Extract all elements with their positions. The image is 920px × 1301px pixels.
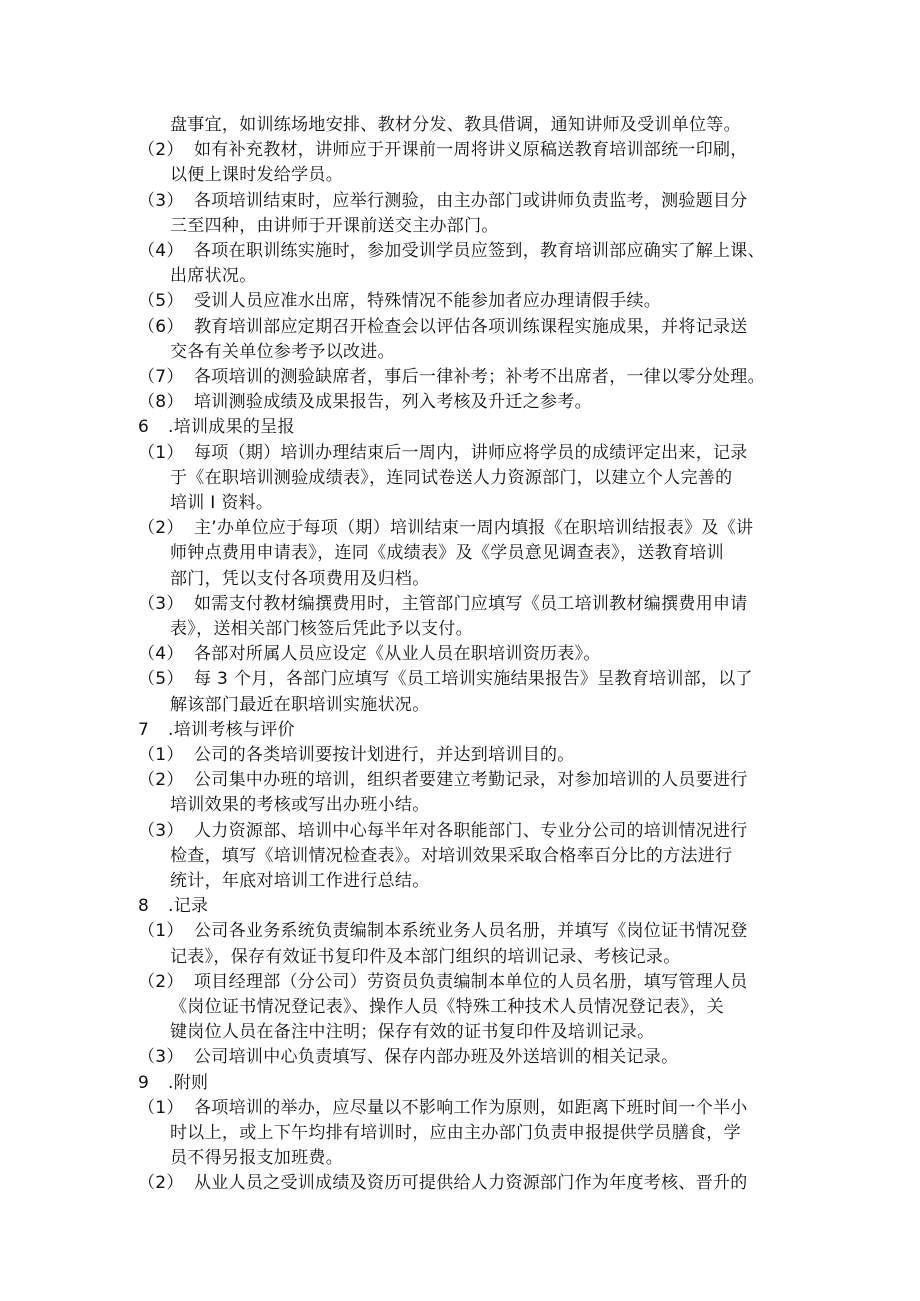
section-number: 6 — [138, 417, 150, 438]
item-text-line: 公司的各类培训要按计划进行，并达到培训目的。 — [194, 745, 575, 765]
item-text-line: 《岗位证书情况登记表》、操作人员《特殊工种技术人员情况登记表》，关 — [170, 997, 724, 1017]
section-title: .培训成果的呈报 — [168, 417, 295, 438]
section-title: .附则 — [168, 1072, 209, 1093]
item-text-line: 解该部门最近在职培训实施状况。 — [170, 694, 430, 715]
item-text-line: 培训测验成绩及成果报告，列入考核及升迁之参考。 — [194, 392, 592, 413]
section-heading — [138, 718, 295, 742]
item-number: （2） — [138, 140, 184, 161]
section-title: .培训考核与评价 — [168, 719, 295, 740]
item-text-line: 于《在职培训测验成绩表》，连同试卷送人力资源部门，以建立个人完善的 — [170, 467, 733, 488]
item-text-line: 键岗位人员在备注中注明；保存有效的证书复印件及培训记录。 — [170, 1022, 655, 1043]
item-number: （1） — [138, 442, 184, 463]
item-text-line: 检查，填写《培训情况检查表》。对培训效果采取合格率百分比的方法进行 — [170, 845, 733, 866]
item-text-line: 每项（期）培训办理结束后一周内，讲师应将学员的成绩评定出来，记录 — [194, 442, 748, 463]
item-text-line: 每 3 个月，各部门应填写《员工培训实施结果报告》呈教育培训部，以了 — [194, 669, 753, 690]
item-text-line: 从业人员之受训成绩及资历可提供给人力资源部门作为年度考核、晋升的 — [194, 1173, 748, 1194]
section-number: 9 — [138, 1072, 150, 1093]
item-text-line: 培训 I 资料。 — [170, 493, 274, 513]
item-text-line: 时以上，或上下午均排有培训时，应由主办部门负责申报提供学员膳食，学 — [170, 1123, 741, 1143]
section-number: 7 — [138, 719, 150, 740]
item-text-line: 各项培训的测验缺席者，事后一律补考；补考不出席者，一律以零分处理。 — [194, 367, 765, 387]
item-text-line: 三至四种，由讲师于开课前送交主办部门。 — [170, 215, 499, 236]
item-number: （2） — [138, 518, 184, 539]
item-number: （5） — [138, 291, 184, 312]
item-text-line: 各项在职训练实施时，参加受训学员应签到，教育培训部应确实了解上课、 — [194, 241, 765, 261]
item-text-line: 交各有关单位参考予以改进。 — [170, 341, 395, 362]
item-number: （3） — [138, 820, 184, 841]
item-number: （4） — [138, 644, 184, 665]
item-text-line: 师钟点费用申请表》，连同《成绩表》及《学员意见调查表》，送教育培训 — [170, 543, 724, 564]
item-text-line: 出席状况。 — [170, 266, 257, 287]
item-text-line: 公司培训中心负责填写、保存内部办班及外送培训的相关记录。 — [194, 1047, 679, 1068]
item-number: （2） — [138, 1173, 184, 1194]
item-text-line: 各项培训结束时，应举行测验，由主办部门或讲师负责监考，测验题目分 — [194, 190, 748, 211]
item-number: （1） — [138, 921, 184, 942]
section-heading — [138, 894, 208, 918]
item-number: （2） — [138, 770, 184, 791]
item-text-line: 如有补充教材，讲师应于开课前一周将讲义原稿送教育培训部统一印刷， — [194, 140, 748, 161]
item-number: （2） — [138, 971, 184, 992]
item-text-line: 培训效果的考核或写出办班小结。 — [170, 795, 430, 816]
item-number: （7） — [138, 367, 184, 387]
item-text-line: 统计，年底对培训工作进行总结。 — [170, 871, 430, 891]
section-heading — [138, 1071, 208, 1095]
continuation-line: 盘事宜，如训练场地安排、教材分发、教具借调，通知讲师及受训单位等。 — [170, 115, 741, 135]
item-text-line: 表》，送相关部门核签后凭此予以支付。 — [170, 619, 473, 639]
item-text-line: 各项培训的举办，应尽量以不影响工作为原则，如距离下班时间一个半小 — [194, 1097, 748, 1118]
item-text-line: 各部对所属人员应设定《从业人员在职培训资历表》。 — [194, 644, 601, 665]
item-number: （1） — [138, 745, 184, 765]
item-text-line: 公司各业务系统负责编制本系统业务人员名册，并填写《岗位证书情况登 — [194, 921, 748, 942]
section-number: 8 — [138, 896, 150, 917]
item-number: （8） — [138, 392, 184, 413]
item-text-line: 员不得另报支加班费。 — [170, 1148, 343, 1169]
item-text-line: 部门，凭以支付各项费用及归档。 — [170, 568, 430, 589]
item-text-line: 受训人员应准水出席，特殊情况不能参加者应办理请假手续。 — [194, 291, 662, 312]
item-number: （3） — [138, 593, 184, 614]
item-text-line: 主’办单位应于每项（期）培训结束一周内填报《在职培训结报表》及《讲 — [194, 518, 754, 539]
item-text-line: 人力资源部、培训中心每半年对各职能部门、专业分公司的培训情况进行 — [194, 820, 748, 841]
item-text-line: 如需支付教材编撰费用时，主管部门应填写《员工培训教材编撰费用申请 — [194, 593, 748, 614]
item-text-line: 项目经理部（分公司）劳资员负责编制本单位的人员名册，填写管理人员 — [194, 971, 748, 992]
item-text-line: 记表》，保存有效证书复印件及本部门组织的培训记录、考核记录。 — [170, 946, 681, 967]
section-title: .记录 — [168, 896, 209, 917]
item-number: （6） — [138, 316, 184, 337]
item-number: （1） — [138, 1097, 184, 1118]
item-text-line: 公司集中办班的培训，组织者要建立考勤记录，对参加培训的人员要进行 — [194, 770, 748, 791]
item-number: （3） — [138, 1047, 184, 1068]
item-text-line: 以便上课时发给学员。 — [170, 165, 343, 186]
item-number: （4） — [138, 241, 184, 261]
section-heading — [138, 415, 295, 439]
item-text-line: 教育培训部应定期召开检查会以评估各项训练课程实施成果，并将记录送 — [194, 316, 748, 337]
item-number: （3） — [138, 190, 184, 211]
item-number: （5） — [138, 669, 184, 690]
